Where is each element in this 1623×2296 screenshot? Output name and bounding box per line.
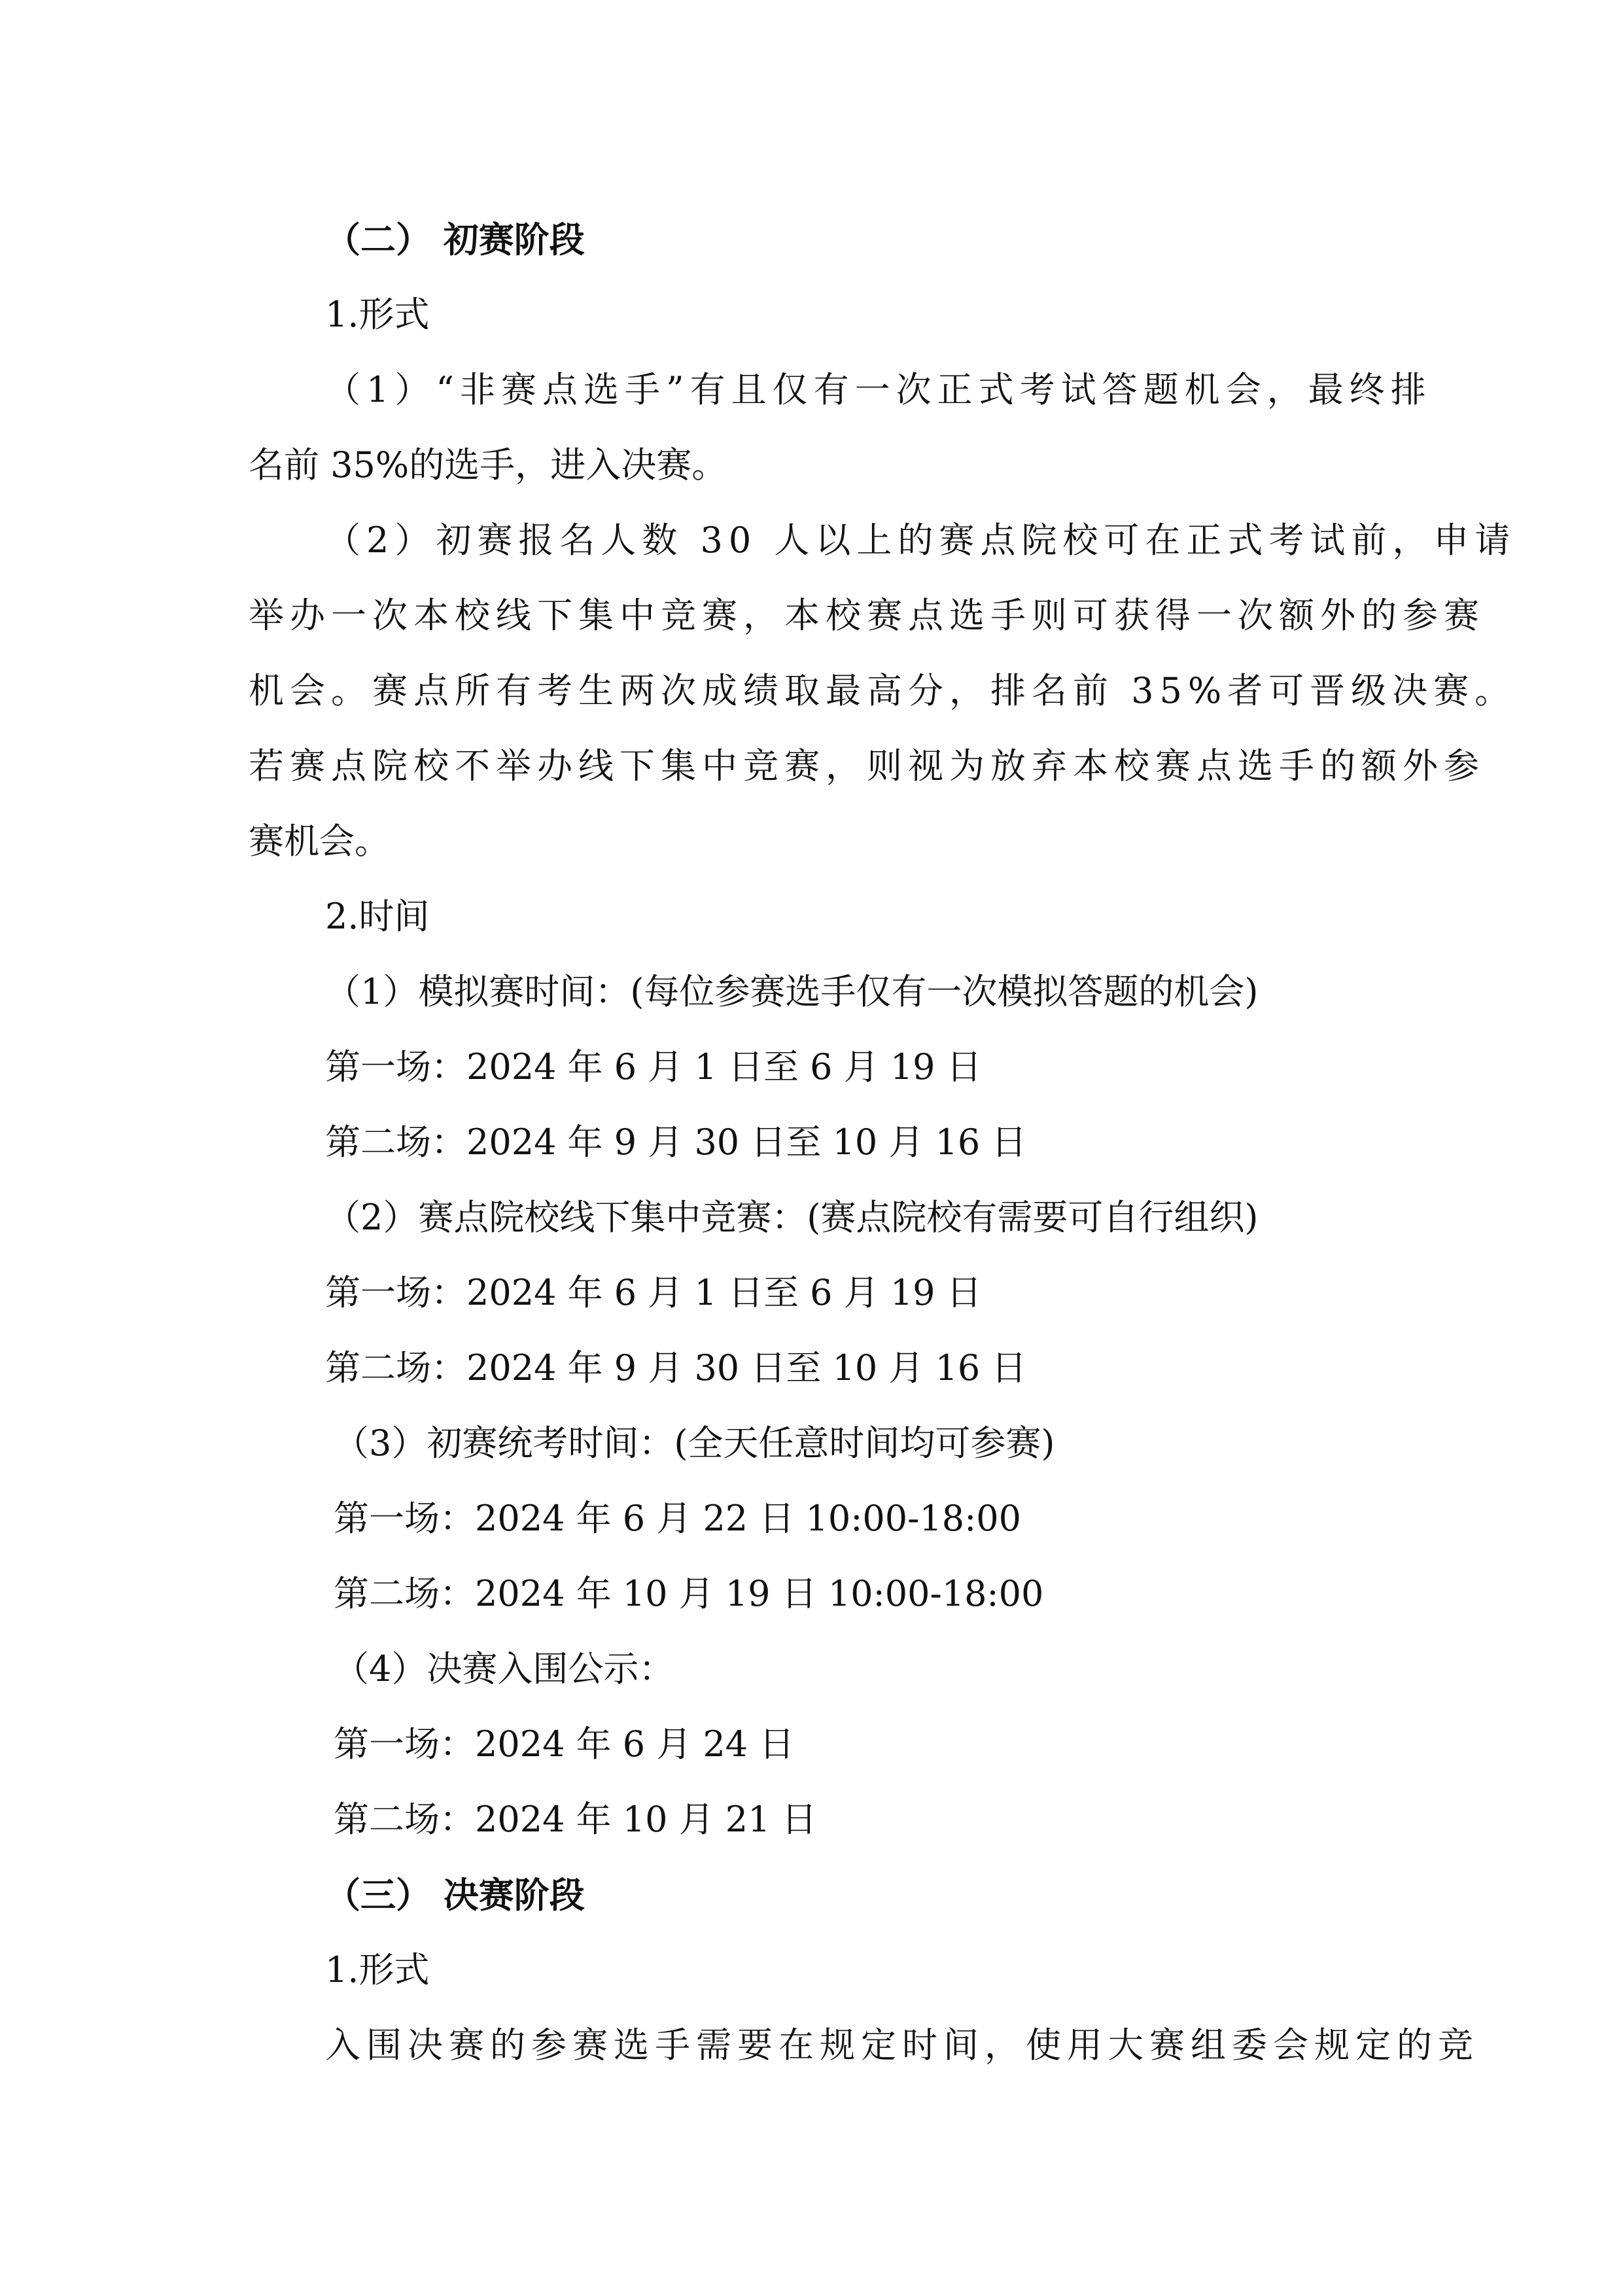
subheading-final-form: 1.形式 bbox=[325, 1949, 430, 1990]
paragraph-line: （1）“非赛点选手”有且仅有一次正式考试答题机会，最终排 bbox=[325, 369, 1432, 410]
mock-label: （1）模拟赛时间：(每位参赛选手仅有一次模拟答题的机会) bbox=[325, 971, 1259, 1012]
section-heading-preliminary: （二） 初赛阶段 bbox=[325, 219, 585, 260]
publicity-label: （4）决赛入围公示： bbox=[334, 1648, 674, 1689]
exam-label: （3）初赛统考时间：(全天任意时间均可参赛) bbox=[334, 1422, 1055, 1464]
paragraph-line: 机会。赛点所有考生两次成绩取最高分，排名前 35%者可晋级决赛。 bbox=[249, 670, 1516, 711]
offline-label: （2）赛点院校线下集中竞赛：(赛点院校有需要可自行组织) bbox=[325, 1197, 1259, 1238]
paragraph-line: （2）初赛报名人数 30 人以上的赛点院校可在正式考试前，申请 bbox=[325, 520, 1516, 561]
exam-round-2: 第二场：2024 年 10 月 19 日 10:00-18:00 bbox=[334, 1573, 1044, 1614]
subheading-time: 2.时间 bbox=[325, 896, 430, 937]
subheading-form: 1.形式 bbox=[325, 294, 430, 335]
mock-round-2: 第二场：2024 年 9 月 30 日至 10 月 16 日 bbox=[325, 1122, 1027, 1163]
publicity-round-2: 第二场：2024 年 10 月 21 日 bbox=[334, 1799, 817, 1840]
paragraph-line: 入围决赛的参赛选手需要在规定时间，使用大赛组委会规定的竞 bbox=[325, 2024, 1479, 2066]
offline-round-1: 第一场：2024 年 6 月 1 日至 6 月 19 日 bbox=[325, 1272, 982, 1313]
paragraph-line: 名前 35%的选手，进入决赛。 bbox=[249, 444, 727, 486]
paragraph-line: 举办一次本校线下集中竞赛，本校赛点选手则可获得一次额外的参赛 bbox=[249, 595, 1485, 636]
mock-round-1: 第一场：2024 年 6 月 1 日至 6 月 19 日 bbox=[325, 1046, 982, 1087]
section-heading-final: （三） 决赛阶段 bbox=[325, 1874, 585, 1916]
exam-round-1: 第一场：2024 年 6 月 22 日 10:00-18:00 bbox=[334, 1498, 1021, 1539]
paragraph-line: 赛机会。 bbox=[249, 821, 390, 862]
publicity-round-1: 第一场：2024 年 6 月 24 日 bbox=[334, 1723, 795, 1765]
paragraph-line: 若赛点院校不举办线下集中竞赛，则视为放弃本校赛点选手的额外参 bbox=[249, 745, 1485, 786]
offline-round-2: 第二场：2024 年 9 月 30 日至 10 月 16 日 bbox=[325, 1347, 1027, 1388]
